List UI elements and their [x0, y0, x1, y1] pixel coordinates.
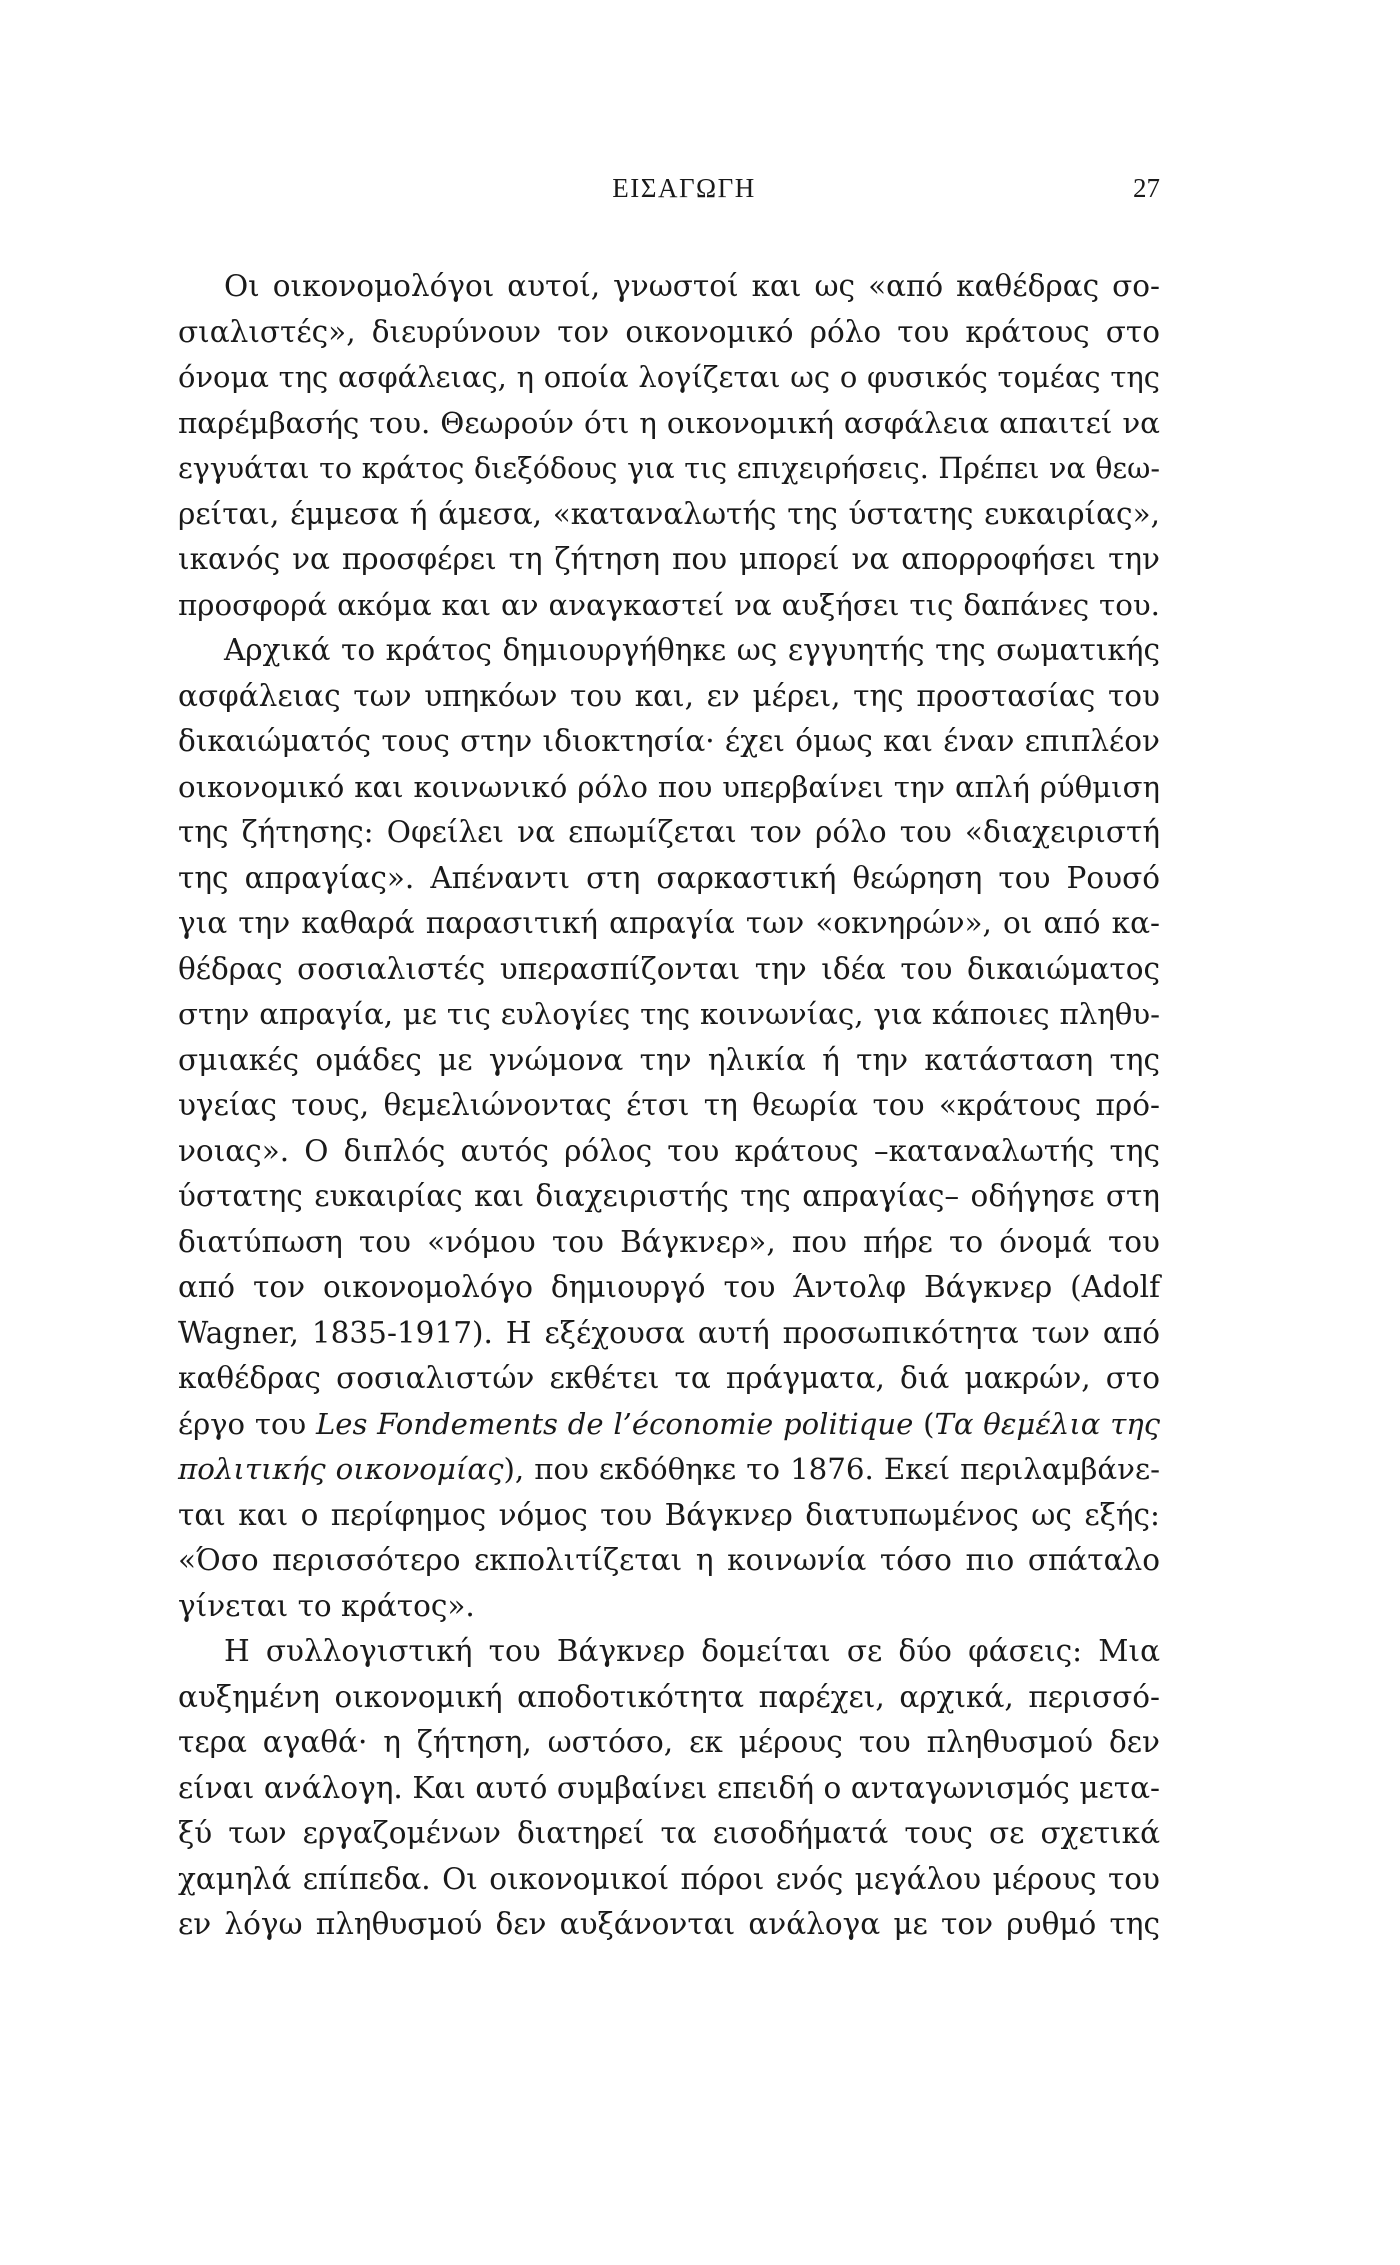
page-number: 27	[1133, 173, 1160, 203]
text-line: της ζήτησης: Οφείλει να επωμίζεται τον ρόλο του «διαχειριστή	[178, 815, 1160, 849]
book-title-original: Les Fondements de l’économie politique	[315, 1406, 914, 1441]
text-line: σμιακές ομάδες με γνώμονα την ηλικία ή την κατάσταση της	[178, 1042, 1160, 1077]
body-text	[178, 264, 1160, 1948]
page-header	[208, 168, 1160, 208]
text-line: ύστατης ευκαιρίας και διαχειριστής της απραγίας– οδήγησε στη	[178, 1179, 1160, 1213]
text-line: σιαλιστές», διευρύνουν τον οικονομικό ρόλο του κράτους στο	[178, 314, 1160, 349]
text-line: αυξημένη οικονομική αποδοτικότητα παρέχει, αρχικά, περισσό-	[178, 1679, 1160, 1714]
text-fragment: ), που εκδόθηκε το 1876. Εκεί περιλαμβάνε-	[503, 1452, 1160, 1486]
text-line: ρείται, έμμεσα ή άμεσα, «καταναλωτής της ύστατης ευκαιρίας»,	[178, 496, 1160, 531]
text-line: Η συλλογιστική του Βάγκνερ δομείται σε δύο φάσεις: Μια	[224, 1634, 1160, 1668]
text-line: θέδρας σοσιαλιστές υπερασπίζονται την ιδέα του δικαιώματος	[178, 951, 1160, 986]
text-line: οικονομικό και κοινωνικό ρόλο που υπερβαίνει την απλή ρύθμιση	[178, 769, 1160, 804]
text-line: ξύ των εργαζομένων διατηρεί τα εισοδήματά τους σε σχετικά	[178, 1816, 1160, 1850]
text-line: όνομα της ασφάλειας, η οποία λογίζεται ως ο φυσικός τομέας της	[178, 360, 1160, 394]
text-line: εγγυάται το κράτος διεξόδους για τις επιχειρήσεις. Πρέπει να θεω-	[178, 452, 1160, 485]
text-line: στην απραγία, με τις ευλογίες της κοινωνίας, για κάποιες πληθυ-	[178, 997, 1160, 1031]
text-line: παρέμβασής του. Θεωρούν ότι η οικονομική ασφάλεια απαιτεί να	[178, 405, 1160, 440]
running-head: ΕΙΣΑΓΩΓΗ	[612, 173, 756, 203]
text-line: ται και ο περίφημος νόμος του Βάγκνερ διατυπωμένος ως εξής:	[178, 1497, 1160, 1532]
text-line: δικαιώματός τους στην ιδιοκτησία· έχει όμως και έναν επιπλέον	[178, 724, 1160, 758]
text-line: γίνεται το κράτος».	[178, 1588, 475, 1623]
text-line: από τον οικονομολόγο δημιουργό του Άντολφ Βάγκνερ (Adolf	[178, 1270, 1160, 1304]
text-line: καθέδρας σοσιαλιστών εκθέτει τα πράγματα, διά μακρών, στο	[178, 1361, 1160, 1395]
paragraph-3	[178, 1629, 1160, 1948]
text-line: χαμηλά επίπεδα. Οι οικονομικοί πόροι ενός μεγάλου μέρους του	[178, 1861, 1160, 1896]
text-line-with-title	[178, 1402, 1160, 1448]
text-line: Wagner, 1835-1917). Η εξέχουσα αυτή προσωπικότητα των από	[178, 1315, 1160, 1350]
text-line: «Όσο περισσότερο εκπολιτίζεται η κοινωνία τόσο πιο σπάταλο	[178, 1543, 1160, 1577]
text-line: υγείας τους, θεμελιώνοντας έτσι τη θεωρία του «κράτους πρό-	[178, 1088, 1160, 1122]
text-line: Αρχικά το κράτος δημιουργήθηκε ως εγγυητής της σωματικής	[224, 633, 1160, 667]
text-line: Οι οικονομολόγοι αυτοί, γνωστοί και ως «από καθέδρας σο-	[224, 269, 1160, 303]
text-line: τερα αγαθά· η ζήτηση, ωστόσο, εκ μέρους του πληθυσμού δεν	[178, 1725, 1160, 1759]
paragraph-2	[178, 628, 1160, 1629]
text-fragment: έργο του	[178, 1406, 316, 1441]
text-fragment: (	[913, 1406, 935, 1441]
book-title-greek: Τα θεμέλια της	[934, 1406, 1160, 1441]
text-line: ασφάλειας των υπηκόων του και, εν μέρει, της προστασίας του	[178, 678, 1160, 713]
text-line: νοιας». Ο διπλός αυτός ρόλος του κράτους –καταναλωτής της	[178, 1133, 1160, 1168]
text-line: εν λόγω πληθυσμού δεν αυξάνονται ανάλογα με τον ρυθμό της	[178, 1907, 1160, 1941]
text-line: είναι ανάλογη. Και αυτό συμβαίνει επειδή ο ανταγωνισμός μετα-	[178, 1770, 1160, 1805]
text-line: για την καθαρά παρασιτική απραγία των «οκνηρών», οι από κα-	[178, 906, 1160, 940]
text-line: ικανός να προσφέρει τη ζήτηση που μπορεί να απορροφήσει την	[178, 542, 1160, 576]
text-line-with-title	[178, 1447, 1160, 1493]
book-title-greek-cont: πολιτικής οικονομίας	[178, 1452, 504, 1486]
text-line: προσφορά ακόμα και αν αναγκαστεί να αυξήσει τις δαπάνες του.	[178, 587, 1160, 622]
text-line: της απραγίας». Απέναντι στη σαρκαστική θεώρηση του Ρουσό	[178, 860, 1160, 895]
text-line: διατύπωση του «νόμου του Βάγκνερ», που πήρε το όνομά του	[178, 1224, 1160, 1259]
paragraph-1	[178, 264, 1160, 628]
